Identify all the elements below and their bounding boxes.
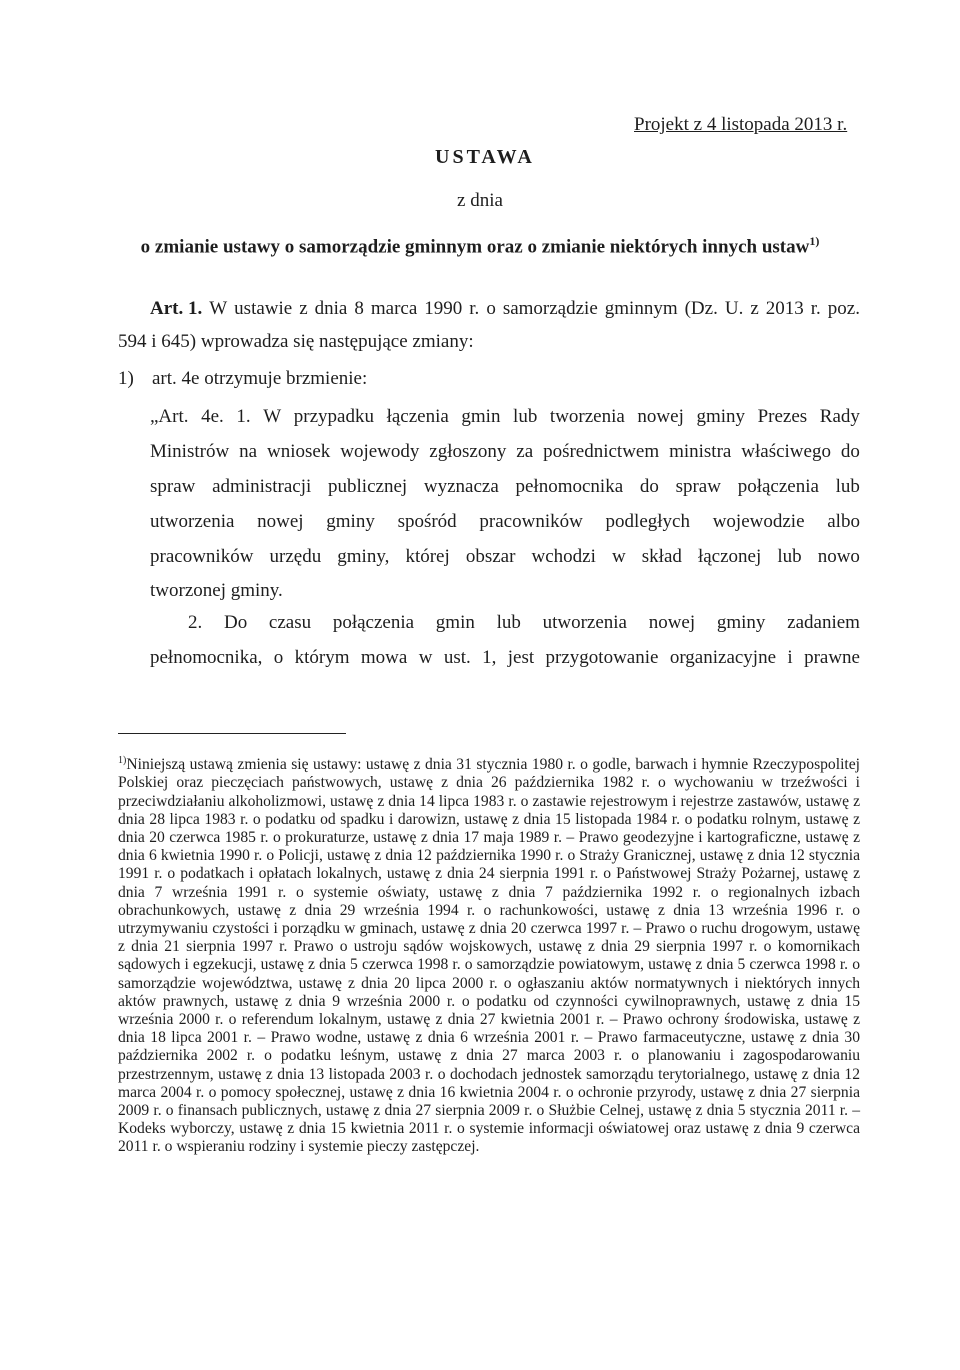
art-4e-ust-1-word: ministra [669,441,732,462]
art-4e-ust-1-word: gminy [326,511,375,532]
article-1-intro-word: samorządzie [502,298,598,319]
art-4e-ust-1-word: zgłoszony [429,441,507,462]
art-4e-ust-1-word: właściwego [741,441,831,462]
art-4e-ust-1-word: Prezes [757,406,808,427]
footnote [118,752,860,1157]
article-1-intro-word: gminnym [604,298,678,319]
art-4e-ust-2-word: gmin [435,612,475,633]
article-1-intro-word: r. [810,298,821,319]
art-4e-ust-1-word: wojewody [340,441,420,462]
art-4e-ust-1-word: wchodzi [531,546,596,567]
article-1-intro-word: o [486,298,496,319]
art-4e-ust-1-line [150,511,860,533]
art-4e-ust-2-word: gminy [716,612,766,633]
art-4e-ust-2-word: ust. [443,647,471,668]
art-4e-ust-1-word: utworzenia [150,511,235,532]
art-4e-ust-1-word: łączonej [697,546,762,567]
art-4e-ust-1-word: obszar [465,546,516,567]
art-4e-ust-1-word: „Art. [150,406,189,427]
footnote-mark: 1) [118,755,127,766]
article-1-intro-word: marca [370,298,418,319]
footnote-text: Niniejszą ustawą zmienia się ustawy: ustawę z dnia 31 stycznia 1980 r. o godle, barwach i hymnie Rzeczypospolitej Polskiej oraz pieczęciach państwowych, ustawę z dnia 26 października 1982 r. o wychowaniu w trzeźwości i przeciwdziałaniu alkoholizmowi, ustawę z dnia 14 lipca 1983 r. o zastawie rejestrowym i rejestrze zastawów, ustawę z dnia 28 lipca 1983 r. o podatku od spadku i darowizn, ustawę z dnia 15 listopada 1984 r. o podatku rolnym, ustawę z dnia 20 czerwca 1985 r. o prokuraturze, ustawę z dnia 17 maja 1989 r. – Prawo geodezyjne i kartograficzne, ustawę z dnia 6 kwietnia 1990 r. o Policji, ustawę z dnia 12 października 1990 r. o Straży Granicznej, ustawę z dnia 12 stycznia 1991 r. o podatkach i opłatach lokalnych, ustawę z dnia 24 sierpnia 1991 r. o Państwowej Straży Pożarnej, ustawę z dnia 7 września 1991 r. o systemie oświaty, ustawę z dnia 7 października 1992 r. o regionalnych izbach obrachunkowych, ustawę z dnia 29 września 1994 r. o rachunkowości, ustawę z dnia 13 września 1996 r. o utrzymywaniu czystości i porządku w gminach, ustawę z dnia 20 czerwca 1997 r. – Prawo o ruchu drogowym, ustawę z dnia 21 sierpnia 1997 r. Prawo o ustroju sądów wojskowych, ustawę z dnia 29 sierpnia 1997 r. o komornikach sądowych i egzekucji, ustawę z dnia 5 czerwca 1998 r. o samorządzie powiatowym, ustawę z dnia 5 czerwca 1998 r. o samorządzie województwa, ustawę z dnia 20 lipca 2000 r. o ogłaszaniu aktów normatywnych i niektórych innych aktów prawnych, ustawę z dnia 9 września 2000 r. o podatku od czynności cywilnoprawnych, ustawę z dnia 15 września 2000 r. o referendum lokalnym, ustawę z dnia 27 kwietnia 2001 r. – Prawo ochrony środowiska, ustawę z dnia 18 lipca 2001 r. – Prawo wodne, ustawę z dnia 6 września 2001 r. – Prawo farmaceutyczne, ustawę z dnia 30 października 2002 r. o podatku leśnym, ustawę z dnia 27 marca 2003 r. o planowaniu i zagospodarowaniu przestrzennym, ustawę z dnia 13 listopada 2003 r. o dochodach jednostek samorządu terytorialnego, ustawę z dnia 12 marca 2004 r. o pomocy społecznej, ustawę z dnia 16 kwietnia 2004 r. o ochronie przyrody, ustawę z dnia 27 sierpnia 2009 r. o finansach publicznych, ustawę z dnia 27 sierpnia 2009 r. o Służbie Celnej, ustawę z dnia 5 stycznia 2011 r. – Kodeks wyborczy, ustawę z dnia 15 kwietnia 2011 r. o systemie informacji oświatowej oraz ustawę z dnia 9 czerwca 2011 r. o wspieraniu rodziny i systemie pieczy zastępczej. [118,756,860,1156]
art-4e-ust-2-word: lub [496,612,521,633]
article-1-intro-word: z [299,298,308,319]
art-4e-ust-1-word: do [840,441,860,462]
art-4e-ust-2-word: i [787,647,793,668]
article-1-intro [150,298,860,320]
footnote-separator [118,733,346,734]
art-4e-ust-1-word: Rady [819,406,860,427]
art-4e-ust-1-word: wniosek [266,441,331,462]
art-4e-ust-2-word: w [418,647,433,668]
art-4e-ust-2-word: nowej [648,612,696,633]
point-1 [118,368,367,390]
art-4e-ust-1-word: publicznej [328,476,408,497]
article-1-intro-word: ustawie [234,298,293,319]
article-1-intro-word: (Dz. [684,298,718,319]
art-4e-ust-1-word: lub [513,406,538,427]
art-4e-ust-2-word: Do [223,612,248,633]
art-4e-ust-1-word: 4e. [201,406,224,427]
art-4e-ust-1-line: tworzonej gminy. [150,580,283,601]
art-4e-ust-1-word: za [516,441,534,462]
art-4e-ust-2-word: połączenia [332,612,415,633]
art-4e-ust-1-word: administracji [212,476,312,497]
act-subject-title [0,234,960,258]
art-4e-ust-1-word: łączenia [386,406,449,427]
art-4e-ust-1-word: spośród [397,511,457,532]
art-4e-ust-1-word: wyznacza [423,476,499,497]
art-4e-ust-1-word: połączenia [737,476,819,497]
art-4e-ust-1-word: albo [827,511,860,532]
art-4e-ust-1-word: lub [777,546,802,567]
article-1-intro-word: 2013 [765,298,804,319]
art-4e-ust-1-word: na [239,441,258,462]
art-4e-ust-2-word: 1, [482,647,497,668]
project-date-header: Projekt z 4 listopada 2013 r. [634,114,848,135]
art-4e-ust-1-word: nowo [817,546,860,567]
art-4e-ust-2-word: utworzenia [542,612,627,633]
article-1-intro-word: poz. [827,298,860,319]
art-4e-ust-2-word: przygotowanie [545,647,659,668]
art-4e-ust-1-word: nowej [257,511,304,532]
document-type-title: USTAWA [435,146,535,168]
article-1-intro-line-2: 594 i 645) wprowadza się następujące zmiany: [118,331,474,352]
art-4e-ust-2-line [150,647,860,669]
point-1-number: 1) [118,368,134,389]
art-4e-ust-1-word: skład [641,546,682,567]
art-4e-ust-1-word: gmin [461,406,501,427]
art-4e-ust-1-word: pracowników [479,511,583,532]
art-4e-ust-1-word: lub [835,476,860,497]
art-4e-ust-2-word: czasu [268,612,312,633]
art-4e-ust-1-word: nowej [637,406,684,427]
art-4e-ust-1-word: przypadku [293,406,374,427]
point-1-text: art. 4e otrzymuje brzmienie: [152,368,368,389]
art-4e-ust-1-line [150,476,860,498]
art-4e-ust-1-word: gminy, [337,546,390,567]
art-4e-ust-2-word: 2. [188,612,203,633]
act-subject-text: o zmianie ustawy o samorządzie gminnym oraz o zmianie niektórych innych ustaw [140,236,810,258]
date-line: z dnia [457,190,503,211]
art-4e-ust-1-word: tworzenia [549,406,625,427]
art-4e-ust-1-word: w [611,546,626,567]
art-4e-ust-2-word: o [273,647,284,668]
art-4e-ust-2-line [188,612,860,634]
art-4e-ust-2-word: którym [294,647,350,668]
art-4e-ust-1-line [150,546,860,568]
article-1-intro-word: U. [724,298,744,319]
article-1-intro-word: 1990 [424,298,463,319]
art-4e-ust-2-word: organizacyjne [669,647,777,668]
art-4e-ust-1-word: do [639,476,659,497]
art-4e-ust-1-word: pośrednictwem [543,441,660,462]
article-1-intro-word: z [750,298,759,319]
article-1-label: Art. 1. [150,298,203,319]
art-4e-ust-1-line [150,406,860,428]
footnote-reference: 1) [809,234,820,248]
art-4e-ust-1-word: gminy [696,406,746,427]
art-4e-ust-1-word: której [405,546,450,567]
art-4e-ust-1-line [150,441,860,463]
art-4e-ust-1-word: spraw [150,476,196,497]
art-4e-ust-1-word: 1. [236,406,251,427]
article-1-intro-word: r. [469,298,480,319]
art-4e-ust-1-word: Ministrów [150,441,230,462]
art-4e-ust-1-word: pracowników [150,546,254,567]
art-4e-ust-2-word: zadaniem [787,612,860,633]
art-4e-ust-2-word: mowa [360,647,408,668]
article-1-intro-word: W [209,298,228,319]
art-4e-ust-1-word: podległych [605,511,690,532]
art-4e-ust-1-word: spraw [675,476,721,497]
article-1-label-wrap [150,298,202,320]
art-4e-ust-1-word: W [263,406,282,427]
art-4e-ust-2-word: jest [507,647,535,668]
art-4e-ust-1-word: pełnomocnika [515,476,624,497]
article-1-intro-word: 8 [354,298,364,319]
art-4e-ust-2-word: prawne [804,647,860,668]
art-4e-ust-1-word: urzędu [269,546,322,567]
article-1-intro-word: dnia [314,298,348,319]
art-4e-ust-2-word: pełnomocnika, [150,647,263,668]
art-4e-ust-1-word: wojewodzie [712,511,805,532]
